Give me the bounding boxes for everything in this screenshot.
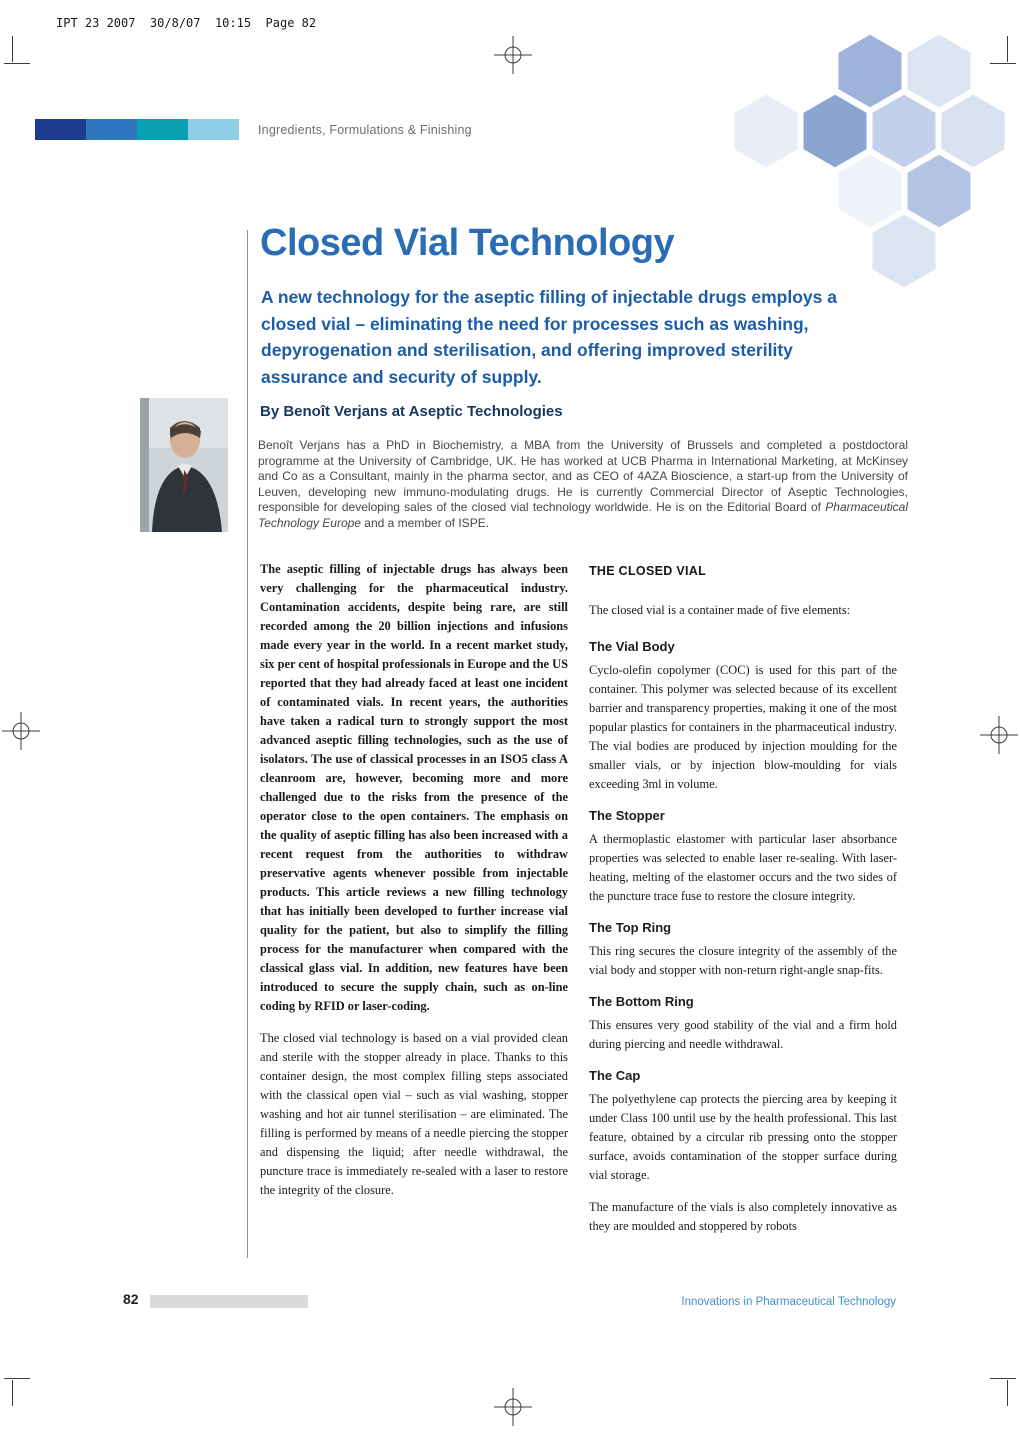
- header-color-strip: [35, 119, 239, 140]
- hexagon-decoration: [730, 26, 1012, 294]
- crop-mark: [12, 1380, 13, 1406]
- body-paragraph: This ensures very good stability of the vial and a firm hold during piercing and needle withdrawal.: [589, 1018, 897, 1051]
- section-heading: THE CLOSED VIAL: [589, 564, 707, 578]
- body-paragraph: The manufacture of the vials is also completely innovative as they are moulded and stoppered by robots: [589, 1200, 897, 1233]
- article-title: Closed Vial Technology: [260, 222, 675, 264]
- registration-mark-icon: [980, 716, 1018, 754]
- body-paragraph: A thermoplastic elastomer with particular laser absorbance properties was selected to enable laser re-sealing. With laser-heating, melting of the elastomer occurs and the two sides of the puncture trace fuse to restore the closure integrity.: [589, 832, 897, 903]
- byline: By Benoît Verjans at Aseptic Technologies: [260, 403, 563, 420]
- subsection-heading: The Stopper: [589, 808, 665, 823]
- body-paragraph: The closed vial technology is based on a vial provided clean and sterile with the stopper already in place. Thanks to this container design, the most complex filling steps associated with the classical open vial – such as vial washing, stopper washing and hot air tunnel sterilisation – are eliminated. The filling is performed by means of a needle piercing the stopper and dispensing the liquid; after needle withdrawal, the puncture trace is immediately re-sealed with a laser to restore the integrity of the closure.: [260, 1031, 568, 1197]
- bio-text: and a member of ISPE.: [360, 515, 490, 530]
- bio-journal-name: Pharmaceutical Technology Europe: [258, 500, 908, 530]
- bio-text: Benoît Verjans has a PhD in Biochemistry, a MBA from the University of Brussels and completed a postdoctoral programme at the University of Cambridge, UK. He has worked at UCB Pharma in International Marketing, at McKinsey and Co as a Consultant, mainly in the pharma sector, and as CEO of 4AZA Bioscience, a start-up from the University of Leuven, developing new immuno-modulating drugs. He is currently Commercial Director of Aseptic Technologies, responsible for developing sales of the closed vial technology worldwide. He is on the Editorial Board of: [258, 438, 908, 514]
- journal-name: Innovations in Pharmaceutical Technology: [681, 1296, 896, 1308]
- color-swatch: [137, 119, 188, 140]
- article-standfirst: A new technology for the aseptic filling of injectable drugs employs a closed vial – eliminating the need for processes such as washing, depyrogenation and sterilisation, and offering improved sterility assurance and security of supply.: [261, 287, 837, 387]
- color-swatch: [188, 119, 239, 140]
- body-paragraph: The closed vial is a container made of five elements:: [589, 603, 851, 617]
- subsection-heading: The Top Ring: [589, 920, 672, 935]
- body-paragraph: The aseptic filling of injectable drugs has always been very challenging for the pharmaceutical industry. Contamination accidents, despite being rare, are still recorded among the 20 billion injections and infusions made every year in the world. In a recent market study, six per cent of hospital professionals in Europe and the US reported that they had already faced at least one incident of contaminated vials. In recent years, the authorities have taken a radical turn to strongly support the most advanced aseptic filling technologies, such as the use of isolators. The use of classical processes in an ISO5 class A cleanroom are, however, becoming more and more challenged due to the risks from the presence of the operator close to the open containers. The emphasis on the quality of aseptic filling has also been increased with a recent request from the authorities to withdraw preservative agents whenever possible from injectable products. This article reviews a new filling technology that has initially been developed to further increase vial quality for the patient, but also to simplify the filling process for the manufacturer when compared with the classical glass vial. In addition, new features have been introduced to secure the supply chain, such as on-line coding by RFID or laser-coding.: [260, 562, 568, 1013]
- crop-mark: [4, 63, 30, 64]
- body-column-left: [260, 560, 568, 1213]
- footer-bar: [150, 1295, 308, 1308]
- crop-mark: [12, 36, 13, 62]
- color-swatch: [86, 119, 137, 140]
- body-column-right: [589, 560, 897, 1236]
- registration-mark-icon: [2, 712, 40, 750]
- crop-mark: [990, 1378, 1016, 1379]
- body-paragraph: The polyethylene cap protects the piercing area by keeping it under Class 100 until use by the health professional. This last feature, obtained by a circular rib pressing onto the stopper surface, avoids contamination of the stopper surface during vial storage.: [589, 1092, 897, 1182]
- color-swatch: [35, 119, 86, 140]
- page-number: 82: [123, 1291, 139, 1307]
- body-paragraph: This ring secures the closure integrity of the assembly of the vial body and stopper with non-return right-angle snap-fits.: [589, 944, 897, 977]
- left-rule: [247, 230, 248, 1258]
- printer-slug: IPT 23 2007 30/8/07 10:15 Page 82: [56, 16, 317, 30]
- author-bio: [258, 438, 908, 531]
- author-photo: [140, 398, 228, 532]
- registration-mark-icon: [494, 36, 532, 74]
- registration-mark-icon: [494, 1388, 532, 1426]
- subsection-heading: The Bottom Ring: [589, 994, 694, 1009]
- subsection-heading: The Cap: [589, 1068, 641, 1083]
- body-paragraph: Cyclo-olefin copolymer (COC) is used for this part of the container. This polymer was selected because of its excellent barrier and transparency properties, making it one of the most popular plastics for containers in the pharmaceutical industry. The vial bodies are produced by injection moulding for the smaller vials, or by injection blow-moulding for vials exceeding 3ml in volume.: [589, 663, 897, 791]
- crop-mark: [4, 1378, 30, 1379]
- section-label: Ingredients, Formulations & Finishing: [258, 123, 472, 137]
- subsection-heading: The Vial Body: [589, 639, 675, 654]
- crop-mark: [1007, 1380, 1008, 1406]
